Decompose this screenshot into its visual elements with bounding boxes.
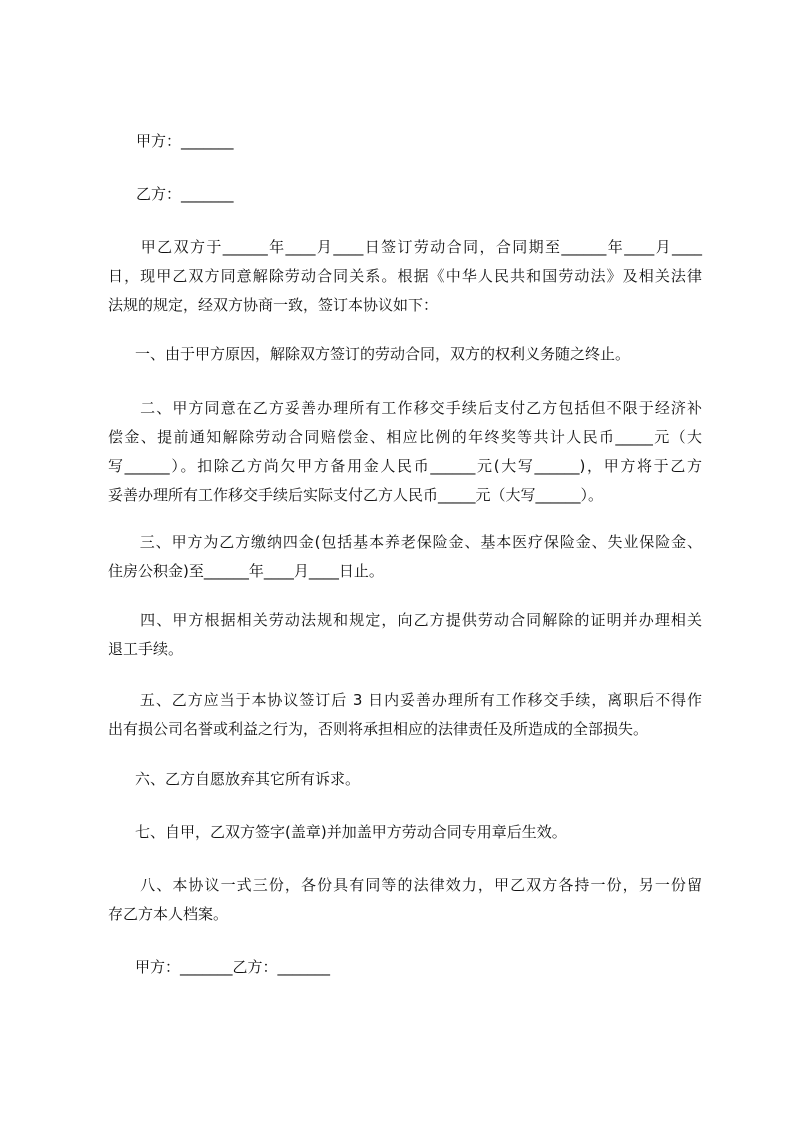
clause-3-line-1: 三、甲方为乙方缴纳四金(包括基本养老保险金、基本医疗保险金、失业保险金、 [108,533,702,551]
party-a-line: 甲方：_______ [136,132,234,150]
intro-line-2: 日，现甲乙双方同意解除劳动合同关系。根据《中华人民共和国劳动法》及相关法律 [108,267,702,285]
clause-3-line-2: 住房公积金)至______年____月____日止。 [108,562,384,580]
clause-4-line-1: 四、甲方根据相关劳动法规和规定，向乙方提供劳动合同解除的证明并办理相关 [108,611,702,629]
clause-8-line-1: 八、本协议一式三份，各份具有同等的法律效力，甲乙双方各持一份，另一份留 [108,876,702,894]
signature-line: 甲方：_______乙方：_______ [120,958,331,976]
clause-2-line-4: 妥善办理所有工作移交手续后实际支付乙方人民币_____元（大写______）。 [108,486,604,504]
clause-5-line-1: 五、乙方应当于本协议签订后 3 日内妥善办理所有工作移交手续，离职后不得作 [108,691,702,709]
clause-2-line-3: 写______）。扣除乙方尚欠甲方备用金人民币______元(大写______)，甲方将于乙方 [108,457,702,475]
clause-2-line-1: 二、甲方同意在乙方妥善办理所有工作移交手续后支付乙方包括但不限于经济补 [108,399,702,417]
party-b-line: 乙方：_______ [136,185,234,203]
clause-1: 一、由于甲方原因，解除双方签订的劳动合同，双方的权利义务随之终止。 [120,345,631,363]
clause-8-line-2: 存乙方本人档案。 [108,905,229,923]
clause-5-line-2: 出有损公司名誉或利益之行为，否则将承担相应的法律责任及所造成的全部损失。 [108,720,649,738]
clause-2-line-2: 偿金、提前通知解除劳动合同赔偿金、相应比例的年终奖等共计人民币_____元（大 [108,428,702,446]
clause-7: 七、自甲，乙双方签字(盖章)并加盖甲方劳动合同专用章后生效。 [120,823,567,841]
clause-6: 六、乙方自愿放弃其它所有诉求。 [120,770,361,788]
intro-line-1: 甲乙双方于______年____月____日签订劳动合同，合同期至______年____月____ [108,238,702,256]
clause-4-line-2: 退工手续。 [108,640,184,658]
intro-line-3: 法规的规定，经双方协商一致，签订本协议如下： [108,296,439,314]
